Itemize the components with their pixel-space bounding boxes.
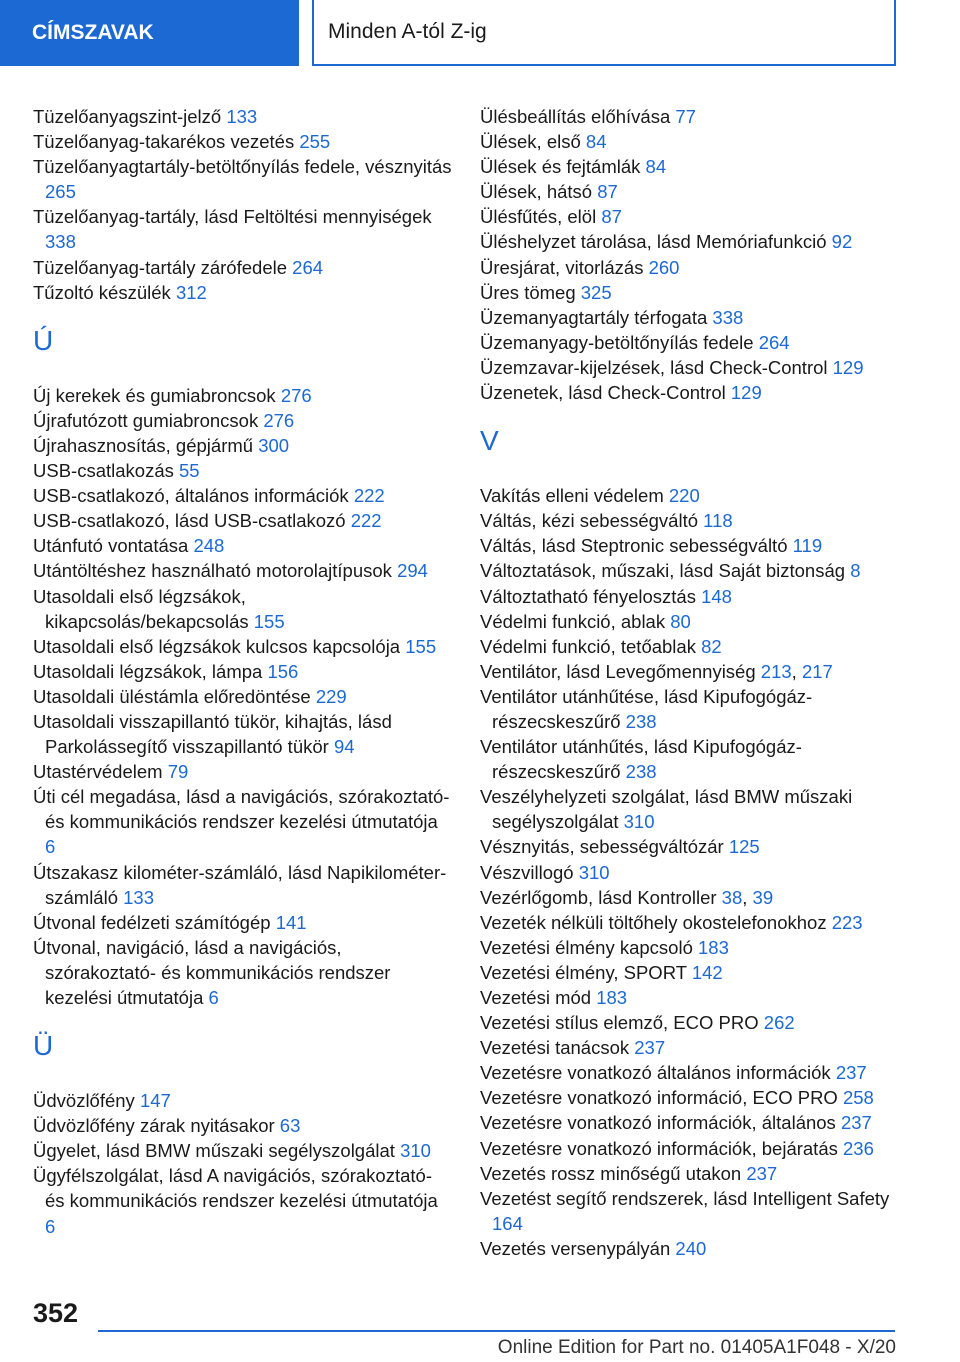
page-link[interactable]: 147 bbox=[139, 1090, 171, 1112]
index-entry bbox=[33, 1163, 453, 1238]
index-entry bbox=[480, 1161, 900, 1186]
index-entry bbox=[480, 355, 900, 380]
index-entry-text: Ülésfűtés, elöl bbox=[480, 206, 597, 228]
index-entry-text: Váltás, kézi sebességváltó bbox=[480, 510, 699, 532]
page-link[interactable]: 38 bbox=[721, 886, 743, 908]
index-entry bbox=[480, 985, 900, 1010]
page-link[interactable]: 294 bbox=[397, 560, 428, 582]
index-entry-text: Változtatható fényelosztás bbox=[480, 585, 696, 607]
page-link[interactable]: 87 bbox=[597, 181, 618, 203]
index-entry-text: Védelmi funkció, ablak bbox=[480, 610, 666, 632]
index-entry bbox=[33, 684, 453, 709]
index-entry bbox=[33, 1113, 453, 1138]
index-entry bbox=[480, 1136, 900, 1161]
footer-divider bbox=[98, 1330, 895, 1332]
page-link[interactable]: 92 bbox=[831, 231, 853, 253]
page-link[interactable]: 258 bbox=[842, 1087, 874, 1109]
index-entry bbox=[33, 383, 453, 408]
index-entry bbox=[480, 330, 900, 355]
edition-text: Online Edition for Part no. 01405A1F048 - X/20 bbox=[497, 1337, 896, 1358]
page-link[interactable]: 133 bbox=[226, 106, 258, 127]
index-entry bbox=[33, 458, 453, 483]
index-entry bbox=[33, 204, 453, 254]
index-entry-text: Vakítás elleni védelem bbox=[480, 485, 664, 507]
index-entry bbox=[480, 508, 900, 533]
index-entry-text: Veszélyhelyzeti szolgálat, lásd BMW műszaki segélyszolgálat bbox=[480, 786, 853, 833]
page-link[interactable]: 77 bbox=[675, 106, 696, 127]
index-entry-text: USB-csatlakozó, általános információk bbox=[33, 485, 349, 507]
index-entry-text: Útvonal, navigáció, lásd a navigációs, szórakoztató- és kommunikációs rendszer kezelési útmutatója bbox=[33, 936, 391, 1008]
page-link[interactable]: 125 bbox=[728, 836, 760, 858]
index-entry: Vezérlőgomb, lásd Kontroller 38, 39 bbox=[480, 886, 774, 908]
index-entry-text: Vezetési tanácsok bbox=[480, 1037, 630, 1059]
index-letter-heading: Ú bbox=[33, 324, 54, 356]
page-link[interactable]: 84 bbox=[585, 131, 607, 153]
index-entry bbox=[480, 634, 900, 659]
index-entry bbox=[480, 860, 900, 885]
page-link[interactable]: 310 bbox=[400, 1140, 431, 1162]
page-link[interactable]: 6 bbox=[45, 836, 56, 858]
index-entry bbox=[33, 533, 453, 558]
index-entry-text: Vezetésre vonatkozó információ, ECO PRO bbox=[480, 1087, 838, 1109]
page-link[interactable]: 312 bbox=[175, 281, 207, 303]
index-entry bbox=[33, 709, 453, 759]
index-entry-text: Vészvillogó bbox=[480, 861, 574, 883]
page-link[interactable]: 223 bbox=[831, 911, 863, 933]
index-entry-text: Tüzelőanyag-tartály zárófedele bbox=[33, 256, 288, 278]
page-link[interactable]: 63 bbox=[279, 1115, 301, 1137]
index-entry-text: Ügyfélszolgálat, lásd A navigációs, szórakoztató- és kommunikációs rendszer kezelési útmutatója bbox=[33, 1165, 438, 1212]
index-entry bbox=[33, 584, 453, 634]
page-link[interactable]: 236 bbox=[843, 1137, 874, 1159]
index-entry bbox=[480, 229, 900, 254]
index-entry-text: Utánfutó vontatása bbox=[33, 535, 189, 557]
page-link[interactable]: 183 bbox=[596, 987, 628, 1008]
index-entry bbox=[33, 784, 453, 859]
index-entry-text: Újrahasznosítás, gépjármű bbox=[33, 434, 254, 456]
index-entry bbox=[480, 104, 900, 129]
index-letter-heading: V bbox=[480, 425, 499, 457]
index-entry bbox=[33, 433, 453, 458]
index-entry-text: Védelmi funkció, tetőablak bbox=[480, 635, 696, 657]
page-link[interactable]: 237 bbox=[746, 1162, 778, 1184]
index-entry bbox=[480, 584, 900, 609]
index-entry-text: Új kerekek és gumiabroncsok bbox=[33, 384, 276, 406]
index-entry-text: Utántöltéshez használható motorolajtípusok bbox=[33, 560, 392, 582]
page-link[interactable]: 300 bbox=[258, 434, 290, 456]
page-link[interactable]: 310 bbox=[578, 861, 610, 883]
index-entry bbox=[480, 910, 900, 935]
index-entry-text: Ügyelet, lásd BMW műszaki segélyszolgálat bbox=[33, 1140, 395, 1162]
page-link[interactable]: 148 bbox=[701, 585, 732, 607]
page-link[interactable]: 222 bbox=[350, 510, 382, 532]
page-link[interactable]: 248 bbox=[193, 535, 225, 557]
page-link[interactable]: 220 bbox=[668, 485, 700, 507]
index-entry bbox=[33, 154, 453, 204]
index-entry-text: Utasoldali első légzsákok kulcsos kapcsolója bbox=[33, 635, 401, 657]
index-entry-text: Tűzoltó készülék bbox=[33, 281, 171, 303]
page-link[interactable]: 55 bbox=[179, 460, 200, 482]
index-entry bbox=[480, 784, 900, 834]
index-entry bbox=[33, 659, 453, 684]
index-entry-text: Ventilátor utánhűtése, lásd Kipufogógáz-részecskeszűrő bbox=[480, 685, 813, 732]
page-number: 352 bbox=[33, 1298, 79, 1328]
index-entry-text: Vezetési élmény kapcsoló bbox=[480, 936, 693, 958]
page-link[interactable]: 276 bbox=[280, 384, 312, 406]
page-link[interactable]: 164 bbox=[492, 1212, 523, 1234]
index-entry-text: Vésznyitás, sebességváltózár bbox=[480, 836, 724, 858]
index-column-right bbox=[480, 104, 900, 1261]
index-entry-text: Üresjárat, vitorlázás bbox=[480, 256, 644, 278]
page-link[interactable]: 240 bbox=[675, 1237, 707, 1259]
page-link[interactable]: 265 bbox=[45, 181, 76, 203]
index-entry-text: Vezetésre vonatkozó információk, általános bbox=[480, 1112, 836, 1134]
index-letter-heading: Ü bbox=[33, 1030, 54, 1062]
index-entry-text: Üzemanyagtartály térfogata bbox=[480, 306, 708, 328]
index-entry bbox=[480, 1186, 900, 1236]
tab-cimszavak[interactable]: CÍMSZAVAK bbox=[0, 0, 299, 66]
page-link[interactable]: 237 bbox=[634, 1037, 666, 1059]
index-entry-text: Utasoldali visszapillantó tükör, kihajtás, lásd Parkolássegítő visszapillantó tükör bbox=[33, 710, 392, 758]
index-entry bbox=[33, 935, 453, 1010]
index-entry bbox=[480, 960, 900, 985]
page-link[interactable]: 255 bbox=[299, 131, 331, 153]
index-entry-text: USB-csatlakozás bbox=[33, 460, 174, 482]
index-entry-text: Üzemanyagy-betöltőnyílás fedele bbox=[480, 331, 754, 353]
page-link[interactable]: 155 bbox=[253, 610, 285, 632]
page-link[interactable]: 338 bbox=[712, 306, 744, 328]
index-entry bbox=[480, 255, 900, 280]
index-entry bbox=[33, 1088, 453, 1113]
page-link[interactable]: 237 bbox=[835, 1062, 867, 1084]
index-entry-text: Úti cél megadása, lásd a navigációs, szórakoztató- és kommunikációs rendszer kezelési útmutatója bbox=[33, 786, 450, 833]
index-entry-text: Tüzelőanyag-takarékos vezetés bbox=[33, 131, 295, 153]
page-link[interactable]: 133 bbox=[123, 886, 155, 908]
index-entry bbox=[480, 834, 900, 859]
index-entry bbox=[480, 1035, 900, 1060]
page-link[interactable]: 222 bbox=[353, 485, 385, 507]
page-link[interactable]: 129 bbox=[832, 356, 864, 378]
index-entry bbox=[480, 1236, 900, 1261]
index-entry bbox=[480, 129, 900, 154]
page-link[interactable]: 84 bbox=[645, 156, 667, 178]
index-entry bbox=[480, 935, 900, 960]
index-entry-text: Üres tömeg bbox=[480, 281, 576, 303]
index-entry-text: Vezetési mód bbox=[480, 987, 592, 1008]
index-entry-text: Utastérvédelem bbox=[33, 761, 163, 783]
index-entry bbox=[33, 860, 453, 910]
index-entry-text: Váltás, lásd Steptronic sebességváltó bbox=[480, 535, 788, 557]
page-link[interactable]: 276 bbox=[263, 409, 295, 431]
page-link[interactable]: 8 bbox=[850, 560, 861, 582]
index-entry-text: Vezetés rossz minőségű utakon bbox=[480, 1162, 742, 1184]
page-link[interactable]: 155 bbox=[405, 635, 437, 657]
index-entry-text: Ülések, hátsó bbox=[480, 181, 593, 203]
index-entry-text: Újrafutózott gumiabroncsok bbox=[33, 409, 259, 431]
index-entry bbox=[33, 255, 453, 280]
index-entry-text: Vezetési stílus elemző, ECO PRO bbox=[480, 1012, 759, 1034]
page-link[interactable]: 238 bbox=[625, 761, 657, 783]
index-entry-text: Ülések és fejtámlák bbox=[480, 156, 641, 178]
page-link[interactable]: 129 bbox=[730, 382, 762, 404]
page-link[interactable]: 338 bbox=[45, 231, 76, 253]
index-entry-text: Üdvözlőfény bbox=[33, 1090, 135, 1112]
page-link[interactable]: 141 bbox=[275, 911, 307, 933]
index-entry-text: Utasoldali üléstámla előredöntése bbox=[33, 685, 311, 707]
index-entry bbox=[480, 380, 900, 405]
page-link[interactable]: 6 bbox=[45, 1215, 56, 1237]
index-entry-text: Ventilátor utánhűtés, lásd Kipufogógáz-részecskeszűrő bbox=[480, 736, 802, 783]
page-link[interactable]: 260 bbox=[648, 256, 680, 278]
index-entry bbox=[480, 684, 900, 734]
index-entry bbox=[33, 483, 453, 508]
index-entry bbox=[33, 910, 453, 935]
index-entry-text: Vezetésre vonatkozó általános információk bbox=[480, 1062, 831, 1084]
page-link[interactable]: 237 bbox=[840, 1112, 872, 1134]
page-link[interactable]: 262 bbox=[763, 1012, 795, 1034]
page-link[interactable]: 229 bbox=[315, 685, 347, 707]
index-entry-text: Vezeték nélküli töltőhely okostelefonokhoz bbox=[480, 911, 827, 933]
page-link[interactable]: 82 bbox=[701, 635, 722, 657]
index-entry-text: Utasoldali légzsákok, lámpa bbox=[33, 660, 263, 682]
index-entry bbox=[480, 1060, 900, 1085]
index-entry-text: Tüzelőanyag-tartály, lásd Feltöltési mennyiségek bbox=[33, 206, 432, 228]
index-entry bbox=[480, 558, 900, 583]
index-entry bbox=[480, 204, 900, 229]
index-entry bbox=[480, 280, 900, 305]
index-entry bbox=[33, 129, 453, 154]
page-link[interactable]: 264 bbox=[758, 331, 790, 353]
index-entry-text: Útvonal fedélzeti számítógép bbox=[33, 911, 271, 933]
page-link[interactable]: 39 bbox=[752, 886, 774, 908]
index-entry-text: Vezetésre vonatkozó információk, bejáratás bbox=[480, 1137, 838, 1159]
index-entry-text: Üléshelyzet tárolása, lásd Memóriafunkció bbox=[480, 231, 827, 253]
index-entry bbox=[33, 759, 453, 784]
page-link[interactable]: 213 bbox=[760, 660, 792, 682]
index-entry-text: Vezérlőgomb, lásd Kontroller bbox=[480, 886, 717, 908]
index-entry bbox=[480, 734, 900, 784]
index-entry-text: Utasoldali első légzsákok, kikapcsolás/bekapcsolás bbox=[33, 585, 249, 632]
page-link[interactable]: 142 bbox=[691, 961, 723, 983]
index-entry bbox=[480, 305, 900, 330]
page-link[interactable]: 87 bbox=[601, 206, 622, 228]
tab-minden-a-tol-z-ig[interactable]: Minden A-tól Z-ig bbox=[312, 0, 896, 66]
page-link[interactable]: 80 bbox=[670, 610, 691, 632]
index-entry bbox=[33, 508, 453, 533]
index-entry bbox=[480, 1110, 900, 1135]
page-link[interactable]: 264 bbox=[292, 256, 324, 278]
index-entry bbox=[480, 179, 900, 204]
index-entry-text: Üdvözlőfény zárak nyitásakor bbox=[33, 1115, 275, 1137]
index-entry bbox=[480, 483, 900, 508]
index-entry: Ventilátor, lásd Levegőmennyiség 213, 217 bbox=[480, 660, 833, 682]
index-entry-text: Tüzelőanyagszint-jelző bbox=[33, 106, 222, 127]
index-entry bbox=[480, 533, 900, 558]
index-entry bbox=[480, 1085, 900, 1110]
index-entry-text: Üzemzavar-kijelzések, lásd Check-Control bbox=[480, 356, 828, 378]
index-entry bbox=[480, 609, 900, 634]
page-link[interactable]: 183 bbox=[698, 936, 729, 958]
index-entry bbox=[33, 104, 453, 129]
index-entry-text: Vezetési élmény, SPORT bbox=[480, 961, 687, 983]
index-entry-text: Ülések, első bbox=[480, 131, 581, 153]
page-link[interactable]: 238 bbox=[625, 710, 657, 732]
page-link[interactable]: 217 bbox=[801, 660, 833, 682]
page-link[interactable]: 156 bbox=[267, 660, 299, 682]
index-entry-text: Útszakasz kilométer-számláló, lásd Napikilométer-számláló bbox=[33, 861, 447, 908]
page-link[interactable]: 118 bbox=[703, 510, 733, 532]
index-entry-text: Vezetést segítő rendszerek, lásd Intelligent Safety bbox=[480, 1187, 890, 1209]
index-entry-text: USB-csatlakozó, lásd USB-csatlakozó bbox=[33, 510, 346, 532]
page-link[interactable]: 310 bbox=[623, 811, 655, 833]
index-entry-text: Üzenetek, lásd Check-Control bbox=[480, 382, 726, 404]
index-column-left bbox=[33, 104, 453, 1239]
index-entry bbox=[33, 408, 453, 433]
index-entry-text: Tüzelőanyagtartály-betöltőnyílás fedele, vésznyitás bbox=[33, 156, 452, 178]
index-entry-text: Vezetés versenypályán bbox=[480, 1237, 671, 1259]
page-link[interactable]: 6 bbox=[208, 987, 219, 1008]
index-entry bbox=[33, 1138, 453, 1163]
page-link[interactable]: 79 bbox=[167, 761, 189, 783]
index-entry-text: Változtatások, műszaki, lásd Saját biztonság bbox=[480, 560, 846, 582]
index-entry bbox=[480, 1010, 900, 1035]
page-link[interactable]: 119 bbox=[792, 535, 823, 557]
index-entry bbox=[480, 154, 900, 179]
index-entry-text: Ülésbeállítás előhívása bbox=[480, 106, 671, 127]
page-link[interactable]: 325 bbox=[580, 281, 612, 303]
header bbox=[0, 0, 960, 66]
index-entry bbox=[33, 634, 453, 659]
page-link[interactable]: 94 bbox=[333, 736, 355, 758]
index-entry bbox=[33, 280, 453, 305]
index-entry-text: Ventilátor, lásd Levegőmennyiség bbox=[480, 660, 756, 682]
index-entry bbox=[33, 558, 453, 583]
